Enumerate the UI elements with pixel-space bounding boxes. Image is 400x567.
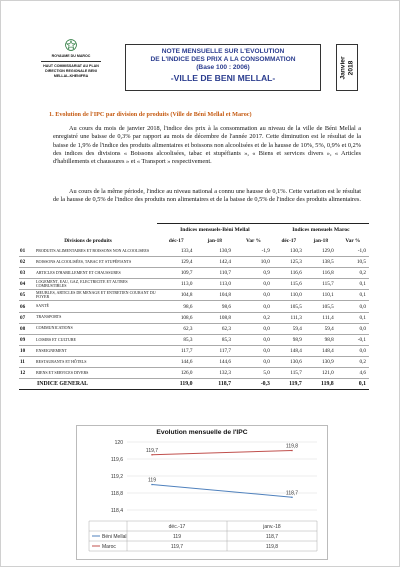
table-cell: 0,0 <box>234 323 273 334</box>
ipc-division-table <box>19 223 369 390</box>
table-cell: 119,7 <box>273 379 305 390</box>
division-code: 09 <box>19 334 35 345</box>
division-code: 03 <box>19 268 35 279</box>
col-header: Var % <box>345 237 361 244</box>
table-cell: 142,4 <box>196 257 235 268</box>
paragraph-beni-mellal: Au cours du mois de janvier 2018, l'indice des prix à la consommation au niveau de la ville de Béni Mellal a enregistré une baisse de 0,3% par rapport au mois de décembre de l'année 2017. Cette diminution est le résultat de la baisse de 1,9% de l'indice des produits alimentaires et boissons non alcoolisées et de la hausse de 10%, 5%, 0,9% et 0,2% des indices des divisions « Boissons alcoolisées, tabac et stupéfiants », « Biens et services divers », « Articles d'habillements et chaussures » et « Transport » respectivement. <box>53 125 361 166</box>
table-cell: 62,3 <box>157 323 196 334</box>
title-line-1: NOTE MENSUELLE SUR L'EVOLUTION <box>161 48 285 55</box>
col-header: Var % <box>246 237 261 244</box>
data-label: 119,7 <box>145 447 159 454</box>
table-cell: 117,7 <box>157 345 196 356</box>
table-cell: 0,9 <box>234 268 273 279</box>
table-total-row <box>19 379 369 390</box>
table-cell: 110,1 <box>305 290 337 301</box>
table-cell: 98,8 <box>305 334 337 345</box>
legend-label: Maroc <box>102 544 116 550</box>
y-tick-label: 118,4 <box>110 508 123 514</box>
division-label: BOISSONS ALCOOLISÉES, TABAC ET STUPÉFIANTS <box>35 257 157 268</box>
series-line-maroc <box>152 451 292 455</box>
data-label: 119 <box>148 477 156 484</box>
table-cell: 108,8 <box>196 312 235 323</box>
table-cell: 104,8 <box>157 290 196 301</box>
table-cell: 132,3 <box>196 368 235 379</box>
table-cell: 85,3 <box>196 334 235 345</box>
table-cell: 0,0 <box>337 345 369 356</box>
table-value: 118,7 <box>265 534 279 540</box>
table-cell: 129,0 <box>305 246 337 257</box>
legend-label: Béni Mellal <box>102 534 127 540</box>
table-row <box>19 257 369 268</box>
table-cell: 144,6 <box>196 356 235 367</box>
division-label: LOGEMENT, EAU, GAZ, ELECTRICITE ET AUTRES COMBUSTIBLES <box>35 279 157 290</box>
division-label: ARTICLES D'HABILLEMENT ET CHAUSSURES <box>35 268 157 279</box>
period-year: 2018 <box>347 60 354 75</box>
table-row <box>19 312 369 323</box>
table-cell: 10,5 <box>337 257 369 268</box>
col-header: déc-17 <box>168 237 184 244</box>
table-cell: 5,0 <box>234 368 273 379</box>
col-header: déc-17 <box>281 237 297 244</box>
table-cell: 0,2 <box>337 268 369 279</box>
total-label: INDICE GENERAL <box>19 379 157 390</box>
table-cell: 105,5 <box>305 301 337 312</box>
table-cell: 0,0 <box>234 334 273 345</box>
table-row <box>19 334 369 345</box>
table-cell: 0,0 <box>234 290 273 301</box>
table-row <box>19 323 369 334</box>
y-tick-label: 120 <box>114 440 123 446</box>
table-cell: 117,7 <box>196 345 235 356</box>
table-cell: 85,3 <box>157 334 196 345</box>
table-cell: 144,6 <box>157 356 196 367</box>
division-label: ENSEIGNEMENT <box>35 345 157 356</box>
table-cell: -1,0 <box>337 246 369 257</box>
table-cell: 98,6 <box>157 301 196 312</box>
division-code: 08 <box>19 323 35 334</box>
table-cell: 130,6 <box>273 356 305 367</box>
division-label: BIENS ET SERVICES DIVERS <box>35 368 157 379</box>
table-cell: 116,6 <box>273 268 305 279</box>
table-cell: 4,6 <box>337 368 369 379</box>
table-row <box>19 356 369 367</box>
table-cell: 111,3 <box>273 312 305 323</box>
table-body <box>19 246 369 379</box>
division-code: 04 <box>19 279 35 290</box>
table-group-header <box>19 224 369 236</box>
table-cell: 110,7 <box>196 268 235 279</box>
period-month: Janvier <box>339 55 347 80</box>
division-code: 06 <box>19 301 35 312</box>
table-cell: 108,6 <box>157 312 196 323</box>
data-point <box>151 484 153 486</box>
table-cell: 118,7 <box>196 379 235 390</box>
table-row <box>19 268 369 279</box>
table-cell: 98,6 <box>196 301 235 312</box>
table-column-header <box>19 235 369 246</box>
table-row <box>19 368 369 379</box>
chart-canvas <box>77 426 327 559</box>
table-cell: 133,4 <box>157 246 196 257</box>
table-row <box>19 246 369 257</box>
logo-line-hcp: HAUT COMMISSARIAT AU PLAN <box>43 64 99 68</box>
division-label: LOISIRS ET CULTURE <box>35 334 157 345</box>
table-cell: 148,4 <box>305 345 337 356</box>
table-cell: 59,4 <box>305 323 337 334</box>
data-point <box>291 450 293 452</box>
title-line-3: (Base 100 : 2006) <box>196 64 250 72</box>
group-header-beni-mellal: Indices mensuels-Béni Mellal <box>157 224 273 236</box>
table-cell: 116,8 <box>305 268 337 279</box>
division-label: TRANSPORTS <box>35 312 157 323</box>
logo-line-kingdom: ROYAUME DU MAROC <box>51 54 91 58</box>
table-cell: 148,4 <box>273 345 305 356</box>
table-cell: 126,0 <box>157 368 196 379</box>
ipc-chart <box>76 425 328 560</box>
table-cell: -1,9 <box>234 246 273 257</box>
note-title-box <box>125 44 321 91</box>
data-point <box>151 454 153 456</box>
table-value: 119,7 <box>170 544 184 550</box>
table-cell: 119,0 <box>157 379 196 390</box>
table-row <box>19 290 369 301</box>
chart-title: Evolution mensuelle de l'IPC <box>156 429 248 436</box>
period-label <box>340 56 355 79</box>
divisions-header: Divisions de produits <box>64 237 112 244</box>
data-point <box>291 496 293 498</box>
division-label: SANTÉ <box>35 301 157 312</box>
logo-divider <box>41 61 101 62</box>
table-cell: 121,0 <box>305 368 337 379</box>
table-cell: 59,4 <box>273 323 305 334</box>
table-cell: 0,0 <box>337 323 369 334</box>
division-code: 10 <box>19 345 35 356</box>
table-cell: 104,8 <box>196 290 235 301</box>
data-label: 118,7 <box>285 490 299 497</box>
division-code: 01 <box>19 246 35 257</box>
period-box <box>336 44 358 91</box>
table-value: 119 <box>173 534 181 540</box>
division-code: 02 <box>19 257 35 268</box>
table-row <box>19 301 369 312</box>
title-line-2: DE L'INDICE DES PRIX A LA CONSOMMATION <box>150 56 296 64</box>
group-header-maroc: Indices mensuels Maroc <box>273 224 369 236</box>
table-cell: 130,3 <box>273 246 305 257</box>
table-cell: 105,5 <box>273 301 305 312</box>
table-cell: 129,4 <box>157 257 196 268</box>
table-cell: 115,7 <box>305 279 337 290</box>
table-cell: 119,8 <box>305 379 337 390</box>
table-cell: 0,1 <box>337 290 369 301</box>
series-line-beni-mellal <box>152 485 292 498</box>
table-cell: 0,0 <box>234 279 273 290</box>
y-tick-label: 119,6 <box>110 457 123 463</box>
table-cell: 0,2 <box>234 312 273 323</box>
col-header: jan-18 <box>207 237 222 244</box>
table-cell: 98,9 <box>273 334 305 345</box>
x-tick-label: déc.-17 <box>168 524 186 530</box>
table-cell: -0,3 <box>234 379 273 390</box>
y-tick-label: 118,8 <box>110 491 123 497</box>
table-cell: -0,1 <box>337 334 369 345</box>
table-cell: 0,1 <box>337 312 369 323</box>
table-cell: 113,0 <box>196 279 235 290</box>
table-cell: 0,1 <box>337 379 369 390</box>
table-cell: 109,7 <box>157 268 196 279</box>
table-cell: 130,9 <box>305 356 337 367</box>
table-cell: 110,0 <box>273 290 305 301</box>
table-cell: 10,0 <box>234 257 273 268</box>
table-cell: 125,3 <box>273 257 305 268</box>
table-cell: 115,7 <box>273 368 305 379</box>
hcp-emblem-icon <box>65 39 77 51</box>
x-tick-label: janv.-18 <box>263 524 281 530</box>
division-code: 05 <box>19 290 35 301</box>
table-cell: 138,5 <box>305 257 337 268</box>
division-code: 07 <box>19 312 35 323</box>
division-label: COMMUNICATIONS <box>35 323 157 334</box>
table-cell: 0,2 <box>337 356 369 367</box>
table-cell: 0,0 <box>234 301 273 312</box>
table-cell: 62,3 <box>196 323 235 334</box>
division-code: 11 <box>19 356 35 367</box>
title-city: -VILLE DE BENI MELLAL- <box>170 72 276 83</box>
logo-line-direction: DIRECTION REGIONALE BENI <box>45 69 97 73</box>
table-row <box>19 279 369 290</box>
table-value: 119,8 <box>265 544 279 550</box>
division-label: MEUBLES, ARTICLES DE MENAGE ET ENTRETIEN COURANT DU FOYER <box>36 289 156 300</box>
col-header: jan-18 <box>313 237 328 244</box>
table-cell: 0,0 <box>234 356 273 367</box>
y-tick-label: 119,2 <box>110 474 123 480</box>
table-cell: 0,1 <box>337 279 369 290</box>
division-label: PRODUITS ALIMENTAIRES ET BOISSONS NON ALCOOLISEES <box>35 246 157 257</box>
section-title: 1. Evolution de l'IPC par division de produits (Ville de Béni Mellal et Maroc) <box>49 111 252 118</box>
table-cell: 113,0 <box>157 279 196 290</box>
table-row <box>19 345 369 356</box>
table-cell: 111,4 <box>305 312 337 323</box>
table-cell: 115,6 <box>273 279 305 290</box>
table-cell: 130,9 <box>196 246 235 257</box>
table-cell: 0,0 <box>234 345 273 356</box>
hcp-logo-block <box>31 39 111 79</box>
data-label: 119,8 <box>285 443 299 450</box>
division-label: RESTAURANTS ET HÔTELS <box>35 356 157 367</box>
logo-line-region: MELLAL-KHENIFRA <box>53 74 89 78</box>
table-cell: 0,0 <box>337 301 369 312</box>
division-code: 12 <box>19 368 35 379</box>
paragraph-national: Au cours de la même période, l'indice au niveau national a connu une hausse de 0,1%. Cette variation est le résultat de la hausse de 0,5% de l'indice des produits non alimentaires et de la baisse de 0,5% de l'indice des produits alimentaires. <box>53 188 361 204</box>
